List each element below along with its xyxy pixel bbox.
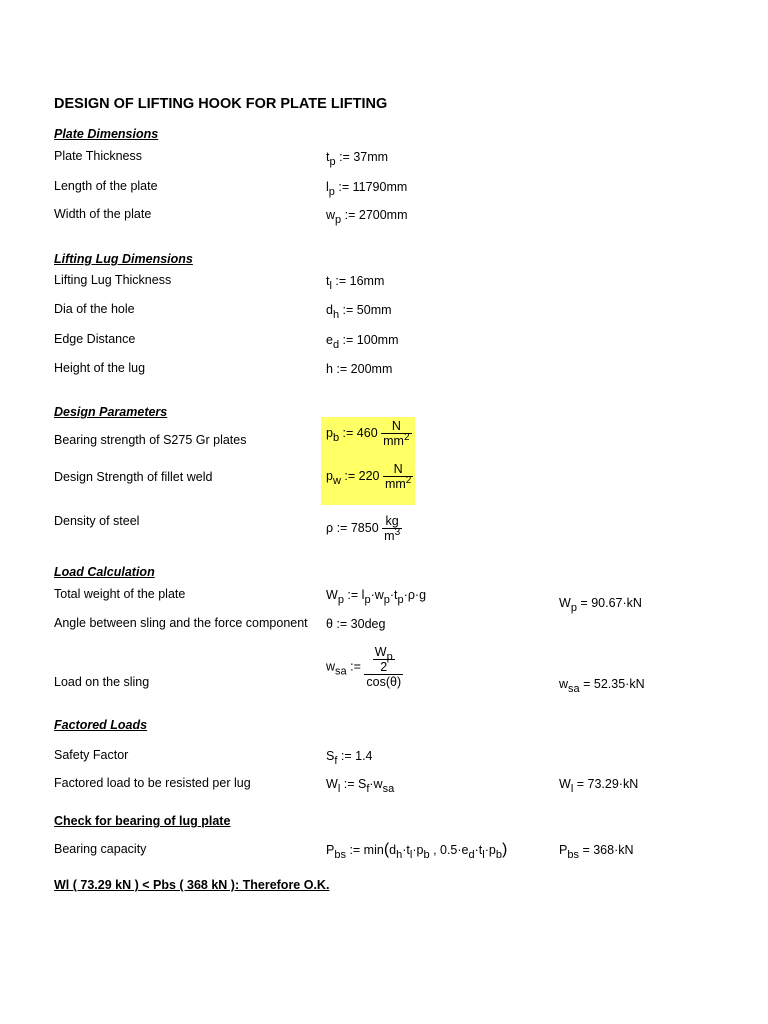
section-design-parameters: Design Parameters [54,405,168,419]
label-lug-thickness: Lifting Lug Thickness [54,273,172,287]
section-bearing-check: Check for bearing of lug plate [54,814,231,828]
label-safety-factor: Safety Factor [54,748,129,762]
formula-dh: $d_h$ := 50mm [326,303,392,321]
formula-tl: $t_l$ := 16mm [326,274,385,292]
formula-rho: ρ := 7850 $\frac{kg}{m^3}$ [326,514,401,543]
formula-wsa: $w_{sa}$ := $\frac{\frac{W_p}{2}}{\cos(\theta)}$ [326,645,402,689]
formula-pw: $p_w$ := 220 $\frac{N}{mm^2}$ [326,462,412,491]
label-total-weight: Total weight of the plate [54,587,186,601]
section-load-calculation: Load Calculation [54,565,155,579]
label-angle: Angle between sling and the force component [54,616,308,630]
label-hole-dia: Dia of the hole [54,302,135,316]
label-bearing-capacity: Bearing capacity [54,842,147,856]
conclusion-text: Wl ( 73.29 kN ) < Pbs ( 368 kN ): Therefore O.K. [54,878,330,892]
label-plate-width: Width of the plate [54,207,152,221]
section-factored-loads: Factored Loads [54,718,148,732]
result-Wl: $W_l = 73.29\cdot kN$ [559,777,639,795]
formula-sf: $S_f$ := 1.4 [326,749,373,767]
formula-ed: $e_d$ := 100mm [326,333,399,351]
formula-Wp: $W_p$ := $l_p\cdot w_p\cdot t_p\cdot\rho\cdot g$ [326,588,427,606]
label-bearing-strength: Bearing strength of S275 Gr plates [54,433,247,447]
formula-pb: $p_b$ := 460 $\frac{N}{mm^2}$ [326,419,410,448]
section-plate-dimensions: Plate Dimensions [54,127,159,141]
label-lug-height: Height of the lug [54,361,146,375]
formula-lp: $l_p$ := 11790mm [326,180,408,198]
formula-Pbs: $P_{bs}$ := $\min(d_h\cdot t_l\cdot p_b$ , $0.5\cdot e_d\cdot t_l\cdot p_b$) [326,841,508,861]
formula-theta: θ := 30deg [326,617,386,631]
formula-Wl: $W_l$ := $S_f\cdot w_{sa}$ [326,777,395,795]
result-Wp: $W_p = 90.67\cdot kN$ [559,596,642,614]
label-sling-load: Load on the sling [54,675,150,689]
label-factored-load: Factored load to be resisted per lug [54,776,251,790]
label-weld-strength: Design Strength of fillet weld [54,470,213,484]
section-lug-dimensions: Lifting Lug Dimensions [54,252,193,266]
formula-h: h := 200mm [326,362,393,376]
result-wsa: $w_{sa} = 52.35\cdot kN$ [559,677,645,695]
formula-tp: $t_p$ := 37mm [326,150,389,168]
label-edge-distance: Edge Distance [54,332,136,346]
formula-wp: $w_p$ := 2700mm [326,208,408,226]
page-title: DESIGN OF LIFTING HOOK FOR PLATE LIFTING [54,96,388,112]
label-plate-length: Length of the plate [54,179,158,193]
label-density: Density of steel [54,514,140,528]
label-plate-thickness: Plate Thickness [54,149,143,163]
result-Pbs: $P_{bs} = 368\cdot kN$ [559,843,634,861]
